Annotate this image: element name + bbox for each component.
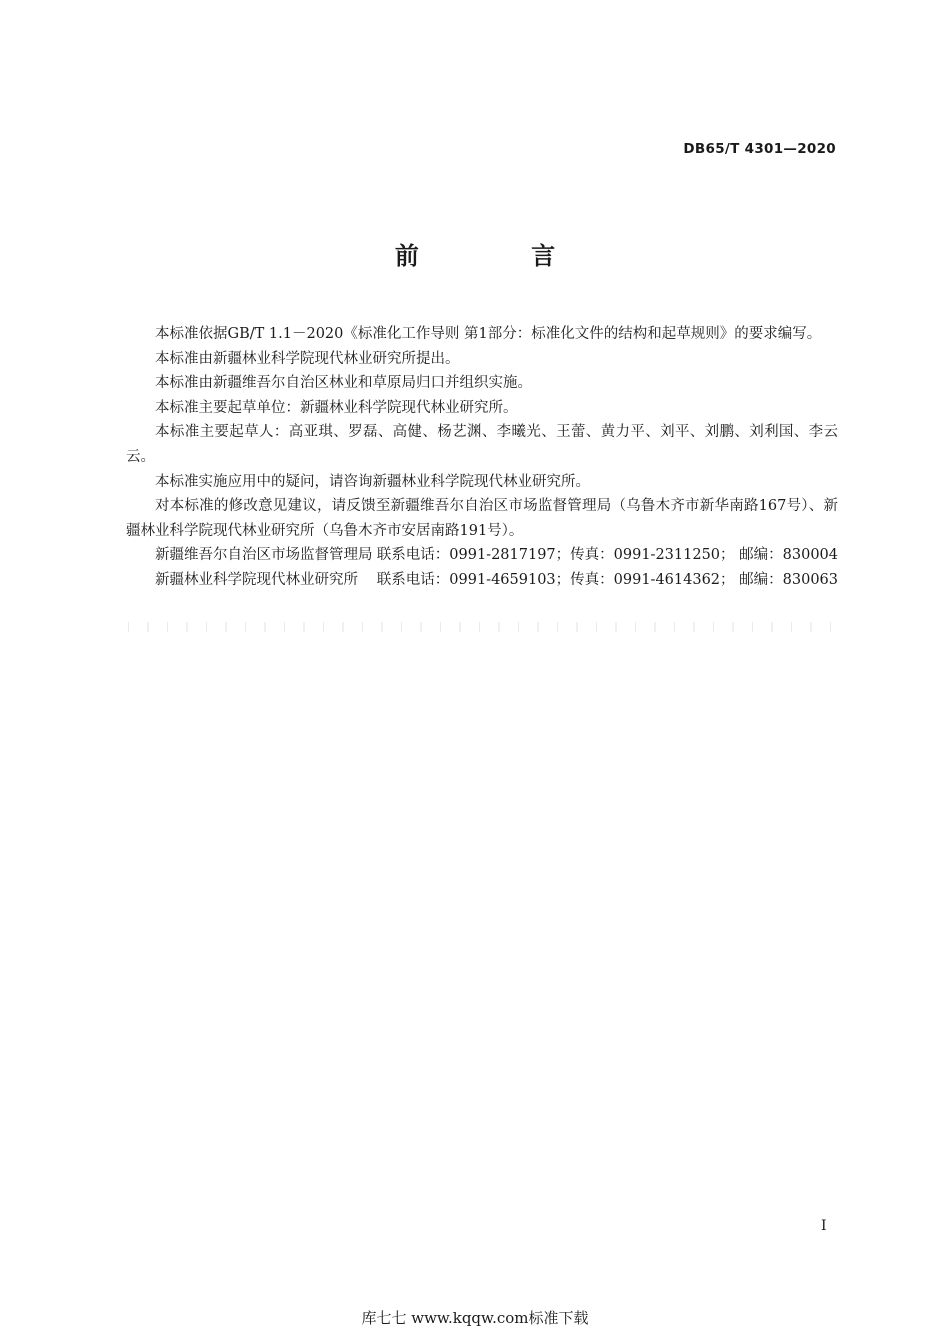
page-title: 前 言 <box>394 241 608 270</box>
contact-line <box>126 543 838 568</box>
contact-org: 新疆林业科学院现代林业研究所 <box>155 571 358 588</box>
contact-info: 联系电话：0991-4659103；传真：0991-4614362； 邮编：830063 <box>376 571 838 588</box>
contact-info: 联系电话：0991-2817197；传真：0991-2311250； 邮编：830004 <box>376 547 838 564</box>
foreword-body <box>126 322 838 593</box>
paragraph: 本标准由新疆林业科学院现代林业研究所提出。 <box>155 350 460 367</box>
paragraph: 本标准主要起草单位：新疆林业科学院现代林业研究所。 <box>155 399 518 416</box>
contact-org: 新疆维吾尔自治区市场监督管理局 <box>155 547 373 564</box>
page-number: I <box>821 1218 827 1234</box>
contact-line <box>126 568 838 593</box>
paragraph: 本标准主要起草人：高亚琪、罗磊、高健、杨艺渊、李曦光、王蕾、黄力平、刘平、刘鹏、刘利国、李云云。 <box>126 424 838 465</box>
paragraph: 对本标准的修改意见建议，请反馈至新疆维吾尔自治区市场监督管理局（乌鲁木齐市新华南路167号）、新疆林业科学院现代林业研究所（乌鲁木齐市安居南路191号）。 <box>126 498 839 539</box>
paragraph: 本标准由新疆维吾尔自治区林业和草原局归口并组织实施。 <box>155 375 532 392</box>
scan-noise <box>110 622 840 632</box>
paragraph: 本标准依据GB/T 1.1－2020《标准化工作导则 第1部分：标准化文件的结构和起草规则》的要求编写。 <box>155 326 822 342</box>
document-code: DB65/T 4301—2020 <box>683 141 836 157</box>
footer-watermark: 库七七 www.kqqw.com标准下载 <box>361 1309 589 1327</box>
paragraph: 本标准实施应用中的疑问，请咨询新疆林业科学院现代林业研究所。 <box>155 473 590 490</box>
